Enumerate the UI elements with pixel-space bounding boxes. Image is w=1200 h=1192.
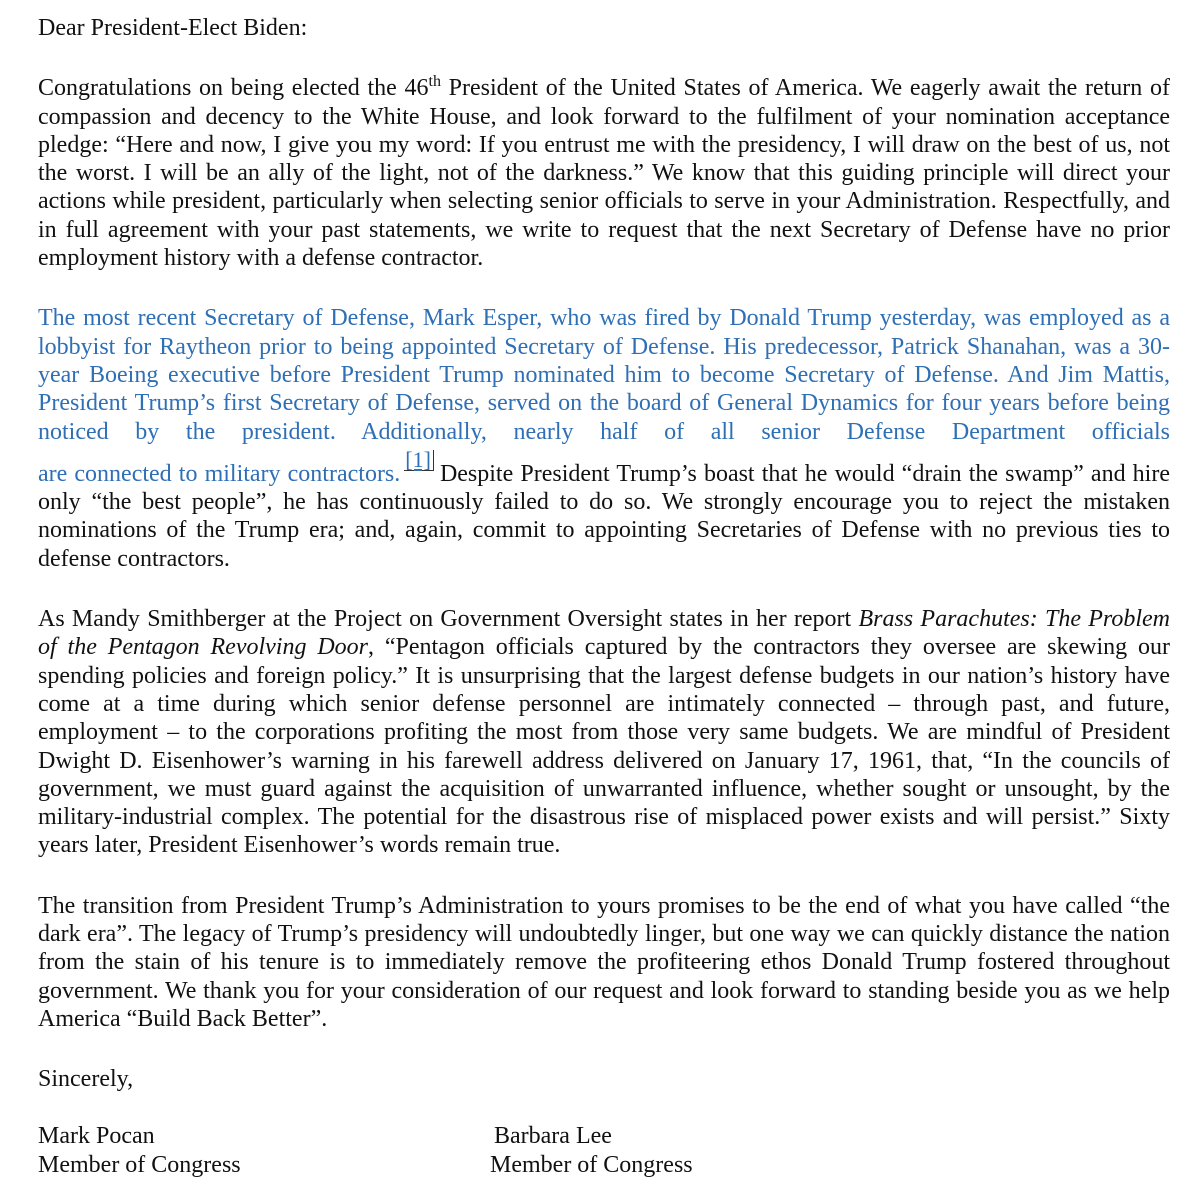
paragraph-congratulations xyxy=(38,74,1170,272)
p3-body: , “Pentagon officials captured by the contractors they oversee are skewing our spending policies and foreign policy.” It is unsurprising that the largest defense budgets in our nation’s history have come at a time during which senior defense personnel are intimately connected – through past, and future, employment – to the corporations profiting the most from those very same budgets. We are mindful of President Dwight D. Eisenhower’s warning in his farewell address delivered on January 17, 1961, that, “In the councils of government, we must guard against the acquisition of unwarranted influence, whether sought or unsought, by the military-industrial complex. The potential for the disastrous rise of misplaced power exists and will persist.” Sixty years later, President Eisenhower’s words remain true. xyxy=(38,634,1171,859)
p2-blue-text: The most recent Secretary of Defense, Mark Esper, who was fired by Donald Trump yesterday, was employed as a lobbyist for Raytheon prior to being appointed Secretary of Defense. His predecessor, Patrick Shanahan, was a 30-year Boeing executive before President Trump nominated him to become Secretary of Defense. And Jim Mattis, President Trump’s first Secretary of Defense, served on the board of General Dynamics for four years before being noticed by the president. Additionally, nearly half of all senior Defense Department officials xyxy=(38,305,1170,445)
signer-name: Barbara Lee xyxy=(494,1122,612,1149)
p2-continuation xyxy=(38,446,1170,573)
signer-pocan xyxy=(38,1122,241,1180)
p1-text-start: Congratulations on being elected the 46 xyxy=(38,75,429,102)
ordinal-suffix: th xyxy=(428,73,441,91)
signature-block xyxy=(38,1122,1170,1178)
signer-title: Member of Congress xyxy=(490,1151,693,1178)
p3-intro: As Mandy Smithberger at the Project on Government Oversight states in her report xyxy=(38,606,859,633)
letter-body xyxy=(38,14,1170,1178)
salutation: Dear President-Elect Biden: xyxy=(38,15,308,41)
paragraph-transition: The transition from President Trump’s Administration to yours promises to be the end of what you have called “the dark era”. The legacy of Trump’s presidency will undoubtedly linger, but one way we can quickly distance the nation from the stain of his tenure is to immediately remove the profiteering ethos Donald Trump fostered throughout government. We thank you for your consideration of our request and look forward to standing beside you as we help America “Build Back Better”. xyxy=(38,892,1170,1032)
signer-title: Member of Congress xyxy=(38,1151,241,1178)
paragraph-defense-secretaries xyxy=(38,304,1170,573)
signer-name: Mark Pocan xyxy=(38,1122,155,1149)
p2-black-text: Despite President Trump’s boast that he would “drain the swamp” and hire only “the best people”, he has continuously failed to do so. We strongly encourage you to reject the mistaken nominations of the Trump era; and, again, commit to appointing Secretaries of Defense with no previous ties to defense contractors. xyxy=(38,460,1170,572)
p2-blue-tail: are connected to military contractors. xyxy=(38,460,401,487)
p1-text-rest: President of the United States of America. We eagerly await the return of compassion and decency to the White House, and look forward to the fulfilment of your nomination acceptance pledge: “Here and now, I give you my word: If you entrust me with the presidency, I will draw on the best of us, not the worst. I will be an ally of the light, not of the darkness.” We know that this guiding principle will direct your actions while president, particularly when selecting senior officials to serve in your Administration. Respectfully, and in full agreement with your past statements, we write to request that the next Secretary of Defense have no prior employment history with a defense contractor. xyxy=(38,75,1170,272)
signer-lee xyxy=(490,1122,693,1180)
paragraph-revolving-door xyxy=(38,605,1170,860)
closing: Sincerely, xyxy=(38,1066,134,1093)
report-title: Brass Parachutes: The Problem of the Pentagon Revolving Door xyxy=(38,606,1171,661)
footnote-link[interactable]: [1] xyxy=(404,450,434,471)
